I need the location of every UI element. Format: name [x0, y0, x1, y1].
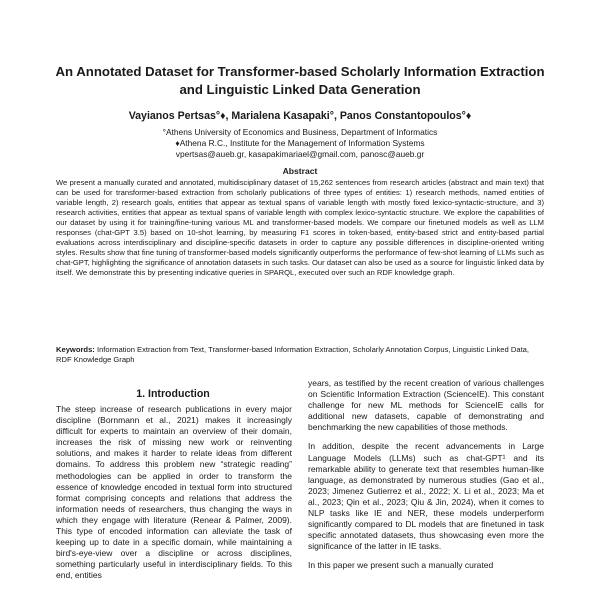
affiliation-2: ♦Athena R.C., Institute for the Management of Information Systems — [175, 138, 425, 148]
right-column — [308, 378, 544, 572]
paper-title — [40, 63, 560, 99]
abstract-text: We present a manually curated and annotated, multidisciplinary dataset of 15,262 sentences from research articles (abstract and main text) that can be used for transformer-based extraction from scholarly publications of three types of entities: 1) research methods, named entities of variable length, 2) research goals, entities that appear as textual spans of variable length with mostly fixed lexico-syntactic-structure, and 3) research activities, entities that appear as textual spans of variable length with complex lexico-syntactic structure. We explore the capabilities of our dataset by using it for training/fine-tuning various ML and transformer-based models. We compare our finetuned models as well as LLM responses (chat-GPT 3.5) based on 10-shot learning, by measuring F1 scores in token-based, entity-based strict and entity-based partial evaluations across interdisciplinary and discipline-specific datasets in order to capture any possible differences in discipline-oriented writing styles. Results show that fine tuning of transformer-based models significantly outperforms the performance of few-shot learning of LLMs such as chat-GPT, highlighting the significance of annotation datasets in such tasks. Our dataset can also be used as a source for linguistic linked data by itself. We demonstrate this by presenting indicative queries in SPARQL, executed over such an RDF knowledge graph. — [56, 178, 544, 278]
keywords-label: Keywords: — [56, 345, 95, 354]
keywords-list: Information Extraction from Text, Transformer-based Information Extraction, Scholarly Annotation Corpus, Linguistic Linked Data, RDF Knowledge Graph — [56, 345, 530, 365]
intro-paragraph-1: The steep increase of research publications in every major discipline (Bornmann et al., 2021) makes it increasingly difficult for experts to maintain an overview of their domain, increases the risk of missing new work or reinventing solutions, and makes it harder to relate ideas from different domains. To address this problem new “strategic reading” methodologies can be applied in order to transform the essence of knowledge encoded in textual form into structured format comprising concepts and relations that address the information needs of researchers, thus changing the ways in which they engage with literature (Renear & Palmer, 2009). This type of encoded information can alleviate the task of keeping up to date in a specific domain, while maintaining a bird's-eye-view over a discipline or across disciplines, something particularly useful in interdisciplinary fields. To this end, entities — [56, 404, 292, 581]
intro-paragraph-3: In addition, despite the recent advancements in Large Language Models (LLMs) such as chat-GPT¹ and its remarkable ability to generate text that resembles human-like language, as demonstrated by numerous studies (Gao et al., 2023; Jimenez Gutierrez et al., 2022; X. Li et al., 2023; Ma et al., 2023; Qin et al., 2023; Qiu & Jin, 2024), when it comes to NLP tasks like IE and NER, these models underperform significantly compared to DL models that are finetuned in task specific annotated datasets, thus showcasing even more the significance of the latter in IE tasks. — [308, 441, 544, 552]
author-emails: vpertsas@aueb.gr, kasapakimariael@gmail.com, panosc@aueb.gr — [175, 149, 425, 159]
intro-paragraph-2: years, as testified by the recent creation of various challenges on Scientific Information Extraction (ScienceIE). This constant challenge for new ML methods for ScienceIE calls for additional new datasets, capable of demonstrating and benchmarking the new capabilities of those methods. — [308, 378, 544, 433]
keywords — [56, 345, 544, 365]
section-heading-introduction: 1. Introduction — [136, 388, 210, 400]
author-list: Vayianos Pertsas°♦, Marialena Kasapaki°, Panos Constantopoulos°♦ — [128, 110, 472, 122]
intro-paragraph-4: In this paper we present such a manually curated — [308, 560, 494, 571]
title-line-2: and Linguistic Linked Data Generation — [179, 82, 421, 97]
affiliation-1: °Athens University of Economics and Business, Department of Informatics — [162, 127, 438, 137]
abstract-heading: Abstract — [282, 166, 318, 176]
left-column — [56, 404, 292, 582]
title-line-1: An Annotated Dataset for Transformer-based Scholarly Information Extraction — [55, 64, 545, 79]
